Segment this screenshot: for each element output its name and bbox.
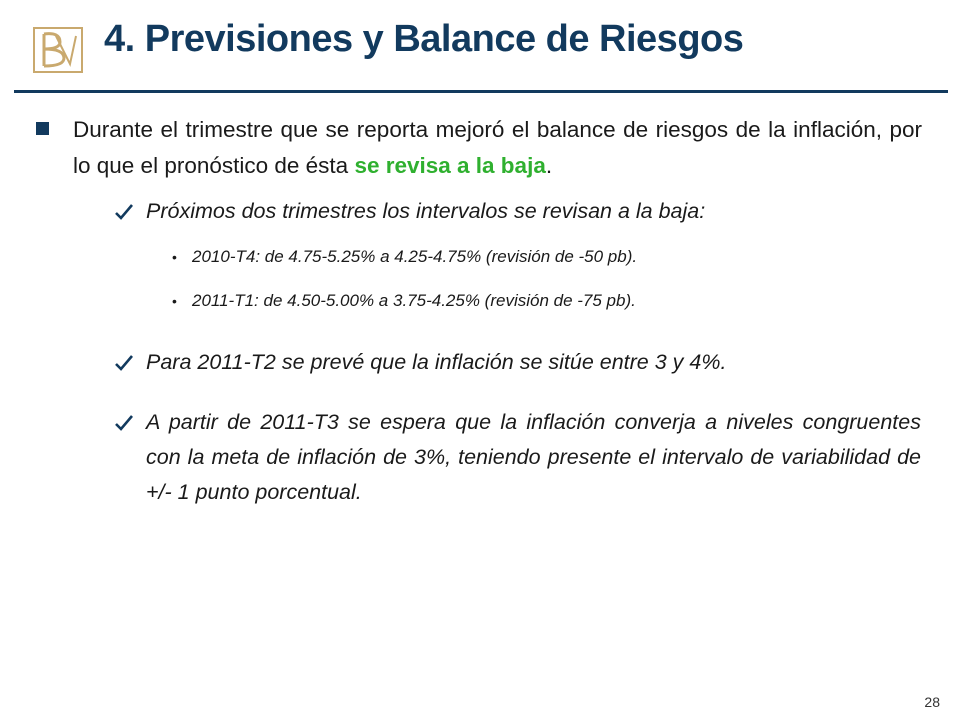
checkmark-icon (114, 413, 134, 433)
square-bullet-icon (36, 122, 49, 135)
check-text: A partir de 2011-T3 se espera que la inflación converja a niveles congruentes con la meta de inflación de 3%, teniendo presente el intervalo de variabilidad de +/- 1 punto porcentual. (146, 410, 921, 504)
main-text-part: Durante el trimestre que se reporta mejoró el balance de riesgos de la inflación, por lo que el pronóstico de ésta (73, 117, 922, 178)
check-text: Próximos dos trimestres los intervalos se revisan a la baja: (146, 199, 706, 223)
main-bullet-text (73, 112, 922, 184)
checkmark-icon (114, 353, 134, 373)
sub-item-text: 2010-T4: de 4.75-5.25% a 4.25-4.75% (revisión de -50 pb). (192, 247, 638, 266)
main-text-end: . (545, 153, 553, 178)
check-item-1 (114, 194, 922, 229)
page-number: 28 (924, 694, 940, 710)
sub-item-2 (172, 289, 922, 313)
bank-logo-icon (30, 22, 86, 78)
check-item-2 (114, 345, 922, 380)
checkmark-icon (114, 202, 134, 222)
page-title: 4. Previsiones y Balance de Riesgos (104, 18, 744, 60)
highlight-text: se revisa a la baja (354, 153, 546, 178)
dot-bullet-icon: • (172, 249, 177, 265)
sub-item-1 (172, 245, 922, 269)
main-bullet (36, 112, 922, 184)
check-item-3 (114, 405, 922, 510)
slide-content (36, 112, 922, 510)
dot-bullet-icon: • (172, 293, 177, 309)
check-text: Para 2011-T2 se prevé que la inflación se sitúe entre 3 y 4%. (146, 350, 727, 374)
title-divider (14, 90, 948, 93)
sub-item-text: 2011-T1: de 4.50-5.00% a 3.75-4.25% (revisión de -75 pb). (192, 291, 636, 310)
